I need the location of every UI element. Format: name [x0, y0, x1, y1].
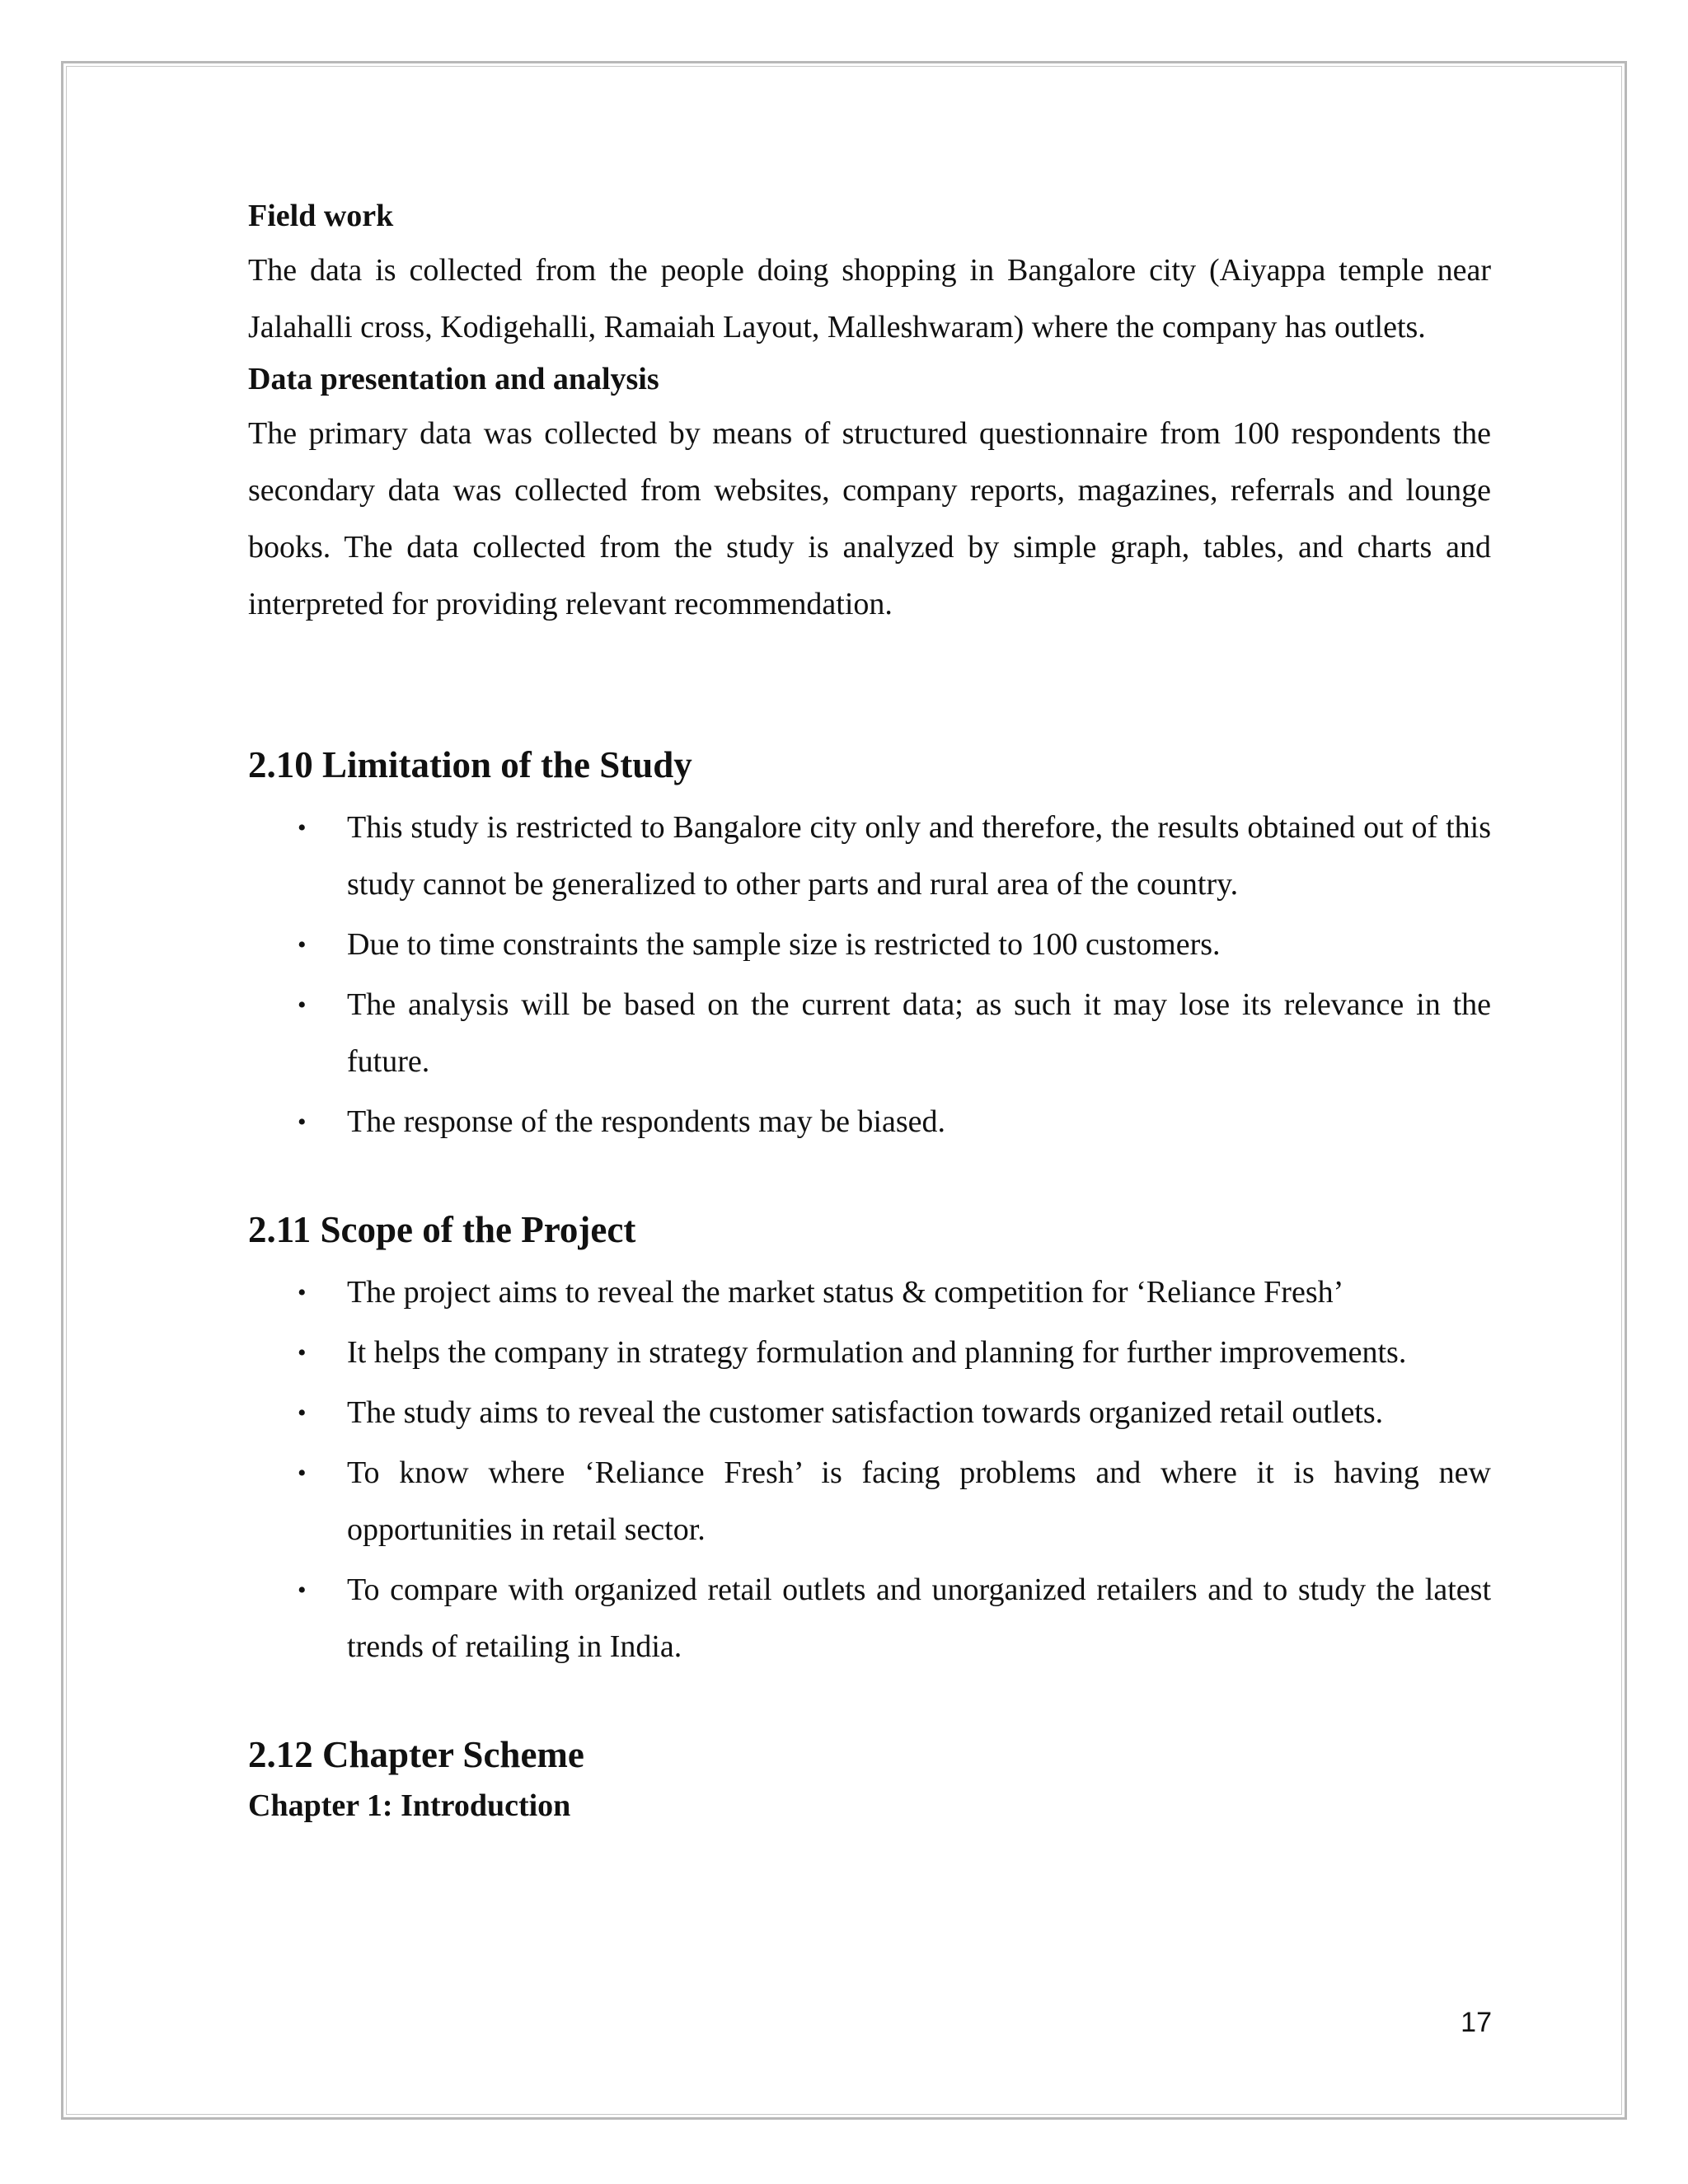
- list-item-text: The response of the respondents may be biased.: [347, 1104, 946, 1139]
- chapter-1-heading: Chapter 1: Introduction: [248, 1788, 571, 1823]
- page-content: [248, 194, 1491, 1832]
- bullet-icon: •: [298, 1279, 307, 1306]
- list-item: [248, 977, 1491, 1090]
- list-item: [248, 1324, 1491, 1381]
- list-item: [248, 799, 1491, 913]
- list-item: [248, 1264, 1491, 1321]
- bullet-icon: •: [298, 814, 307, 841]
- field-work-heading: Field work: [248, 199, 394, 233]
- data-presentation-heading: Data presentation and analysis: [248, 362, 659, 396]
- list-item: [248, 1094, 1491, 1151]
- data-presentation-text: The primary data was collected by means of structured questionnaire from 100 respondents the secondary data was collected from websites, company reports, magazines, referrals and lounge books. The data collected from the study is analyzed by simple graph, tables, and charts and interpreted for providing relevant recommendation.: [248, 416, 1491, 621]
- list-item: [248, 916, 1491, 973]
- scope-title: 2.11 Scope of the Project: [248, 1209, 636, 1250]
- list-item: [248, 1562, 1491, 1675]
- list-item-text: To know where ‘Reliance Fresh’ is facing problems and where it is having new opportunities in retail sector.: [347, 1455, 1491, 1547]
- list-item: [248, 1445, 1491, 1558]
- list-item-text: Due to time constraints the sample size is restricted to 100 customers.: [347, 927, 1221, 962]
- bullet-icon: •: [298, 1577, 307, 1604]
- bullet-icon: •: [298, 1339, 307, 1366]
- field-work-text: The data is collected from the people doing shopping in Bangalore city (Aiyappa temple near Jalahalli cross, Kodigehalli, Ramaiah Layout, Malleshwaram) where the company has outlets.: [248, 253, 1491, 344]
- list-item-text: The study aims to reveal the customer satisfaction towards organized retail outlets.: [347, 1395, 1384, 1430]
- chapter-scheme-title: 2.12 Chapter Scheme: [248, 1734, 584, 1775]
- list-item-text: The analysis will be based on the current data; as such it may lose its relevance in the future.: [347, 987, 1491, 1079]
- bullet-icon: •: [298, 931, 307, 958]
- limitation-title: 2.10 Limitation of the Study: [248, 744, 692, 785]
- limitation-list: [248, 799, 1491, 1151]
- list-item-text: The project aims to reveal the market status & competition for ‘Reliance Fresh’: [347, 1275, 1344, 1310]
- page-number: 17: [1461, 2007, 1492, 2038]
- list-item: [248, 1385, 1491, 1441]
- bullet-icon: •: [298, 991, 307, 1019]
- bullet-icon: •: [298, 1460, 307, 1487]
- list-item-text: It helps the company in strategy formulation and planning for further improvements.: [347, 1335, 1407, 1370]
- list-item-text: This study is restricted to Bangalore city only and therefore, the results obtained out of this study cannot be generalized to other parts and rural area of the country.: [347, 810, 1491, 902]
- scope-list: [248, 1264, 1491, 1675]
- list-item-text: To compare with organized retail outlets and unorganized retailers and to study the latest trends of retailing in India.: [347, 1572, 1491, 1664]
- bullet-icon: •: [298, 1399, 307, 1427]
- bullet-icon: •: [298, 1108, 307, 1136]
